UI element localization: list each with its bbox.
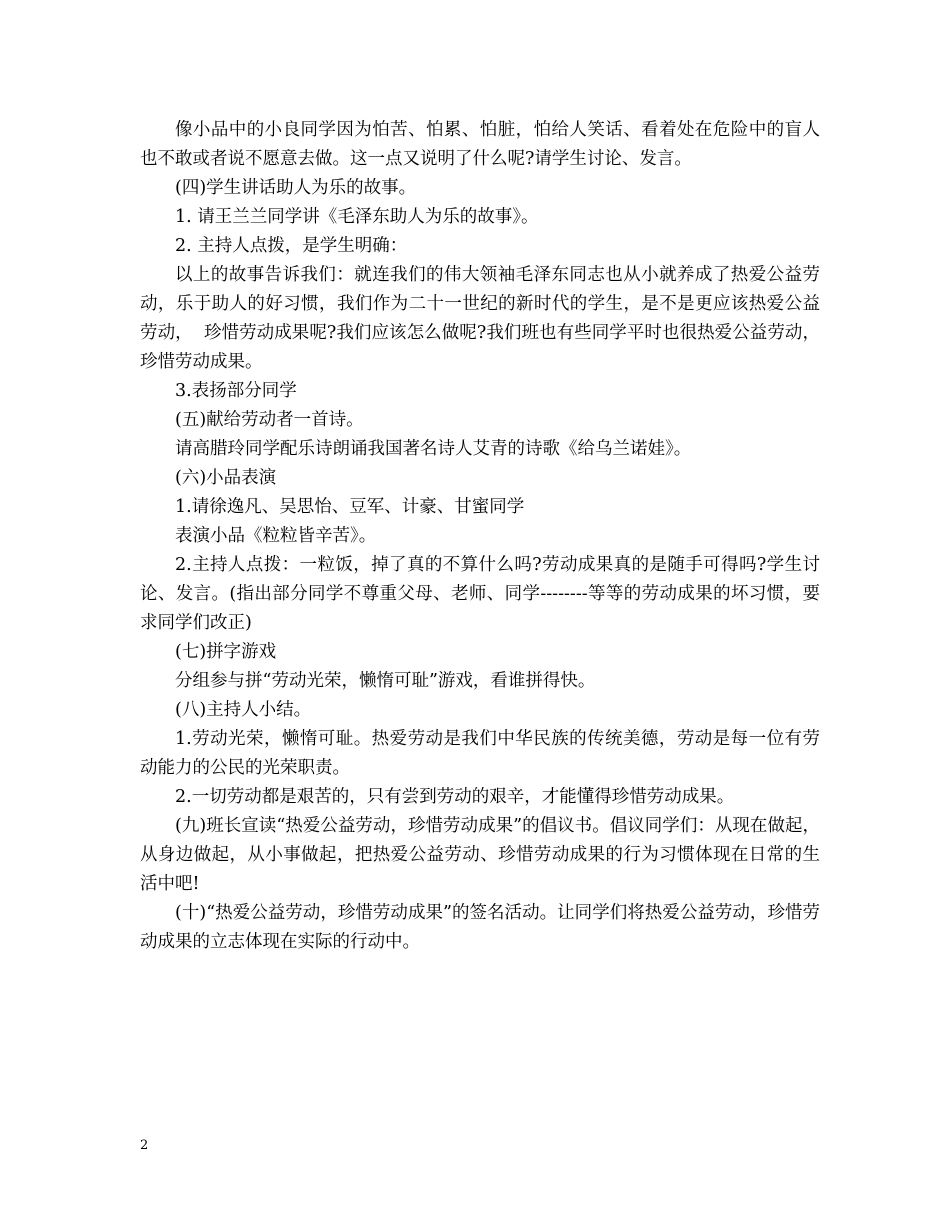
section-heading: (七)拼字游戏 bbox=[175, 642, 277, 662]
list-item: 2. 主持人点拨，是学生明确： bbox=[175, 236, 408, 256]
paragraph: 分组参与拼“劳动光荣，懒惰可耻”游戏，看谁拼得快。 bbox=[175, 671, 596, 691]
body-text bbox=[140, 116, 820, 957]
list-item: 1.请徐逸凡、吴思怡、豆军、计豪、甘蜜同学 bbox=[175, 497, 525, 517]
section-heading: (八)主持人小结。 bbox=[175, 700, 312, 720]
list-item: 1.劳动光荣，懒惰可耻。热爱劳动是我们中华民族的传统美德，劳动是每一位有劳动能力的公民的光荣职责。 bbox=[140, 729, 820, 778]
paragraph: 表演小品《粒粒皆辛苦》。 bbox=[175, 526, 377, 546]
list-item: 2.一切劳动都是艰苦的，只有尝到劳动的艰辛，才能懂得珍惜劳动成果。 bbox=[175, 787, 735, 807]
paragraph: 以上的故事告诉我们：就连我们的伟大领袖毛泽东同志也从小就养成了热爱公益劳动，乐于助人的好习惯，我们作为二十一世纪的新时代的学生，是不是更应该热爱公益劳动， 珍惜劳动成果呢?我们应该怎么做呢?我们班也有些同学平时也很热爱公益劳动，珍惜劳动成果。 bbox=[140, 265, 820, 372]
paragraph: 像小品中的小良同学因为怕苦、怕累、怕脏，怕给人笑话、看着处在危险中的盲人也不敢或者说不愿意去做。这一点又说明了什么呢?请学生讨论、发言。 bbox=[140, 120, 820, 169]
list-item: 3.表扬部分同学 bbox=[175, 381, 297, 401]
page-number: 2 bbox=[140, 1138, 149, 1153]
section-heading: (六)小品表演 bbox=[175, 468, 277, 488]
list-item: 2.主持人点拨：一粒饭，掉了真的不算什么吗?劳动成果真的是随手可得吗?学生讨论、发言。(指出部分同学不尊重父母、老师、同学--------等等的劳动成果的坏习惯，要求同学们改正) bbox=[140, 555, 820, 633]
paragraph: 请高腊玲同学配乐诗朗诵我国著名诗人艾青的诗歌《给乌兰诺娃》。 bbox=[175, 439, 692, 459]
list-item: 1. 请王兰兰同学讲《毛泽东助人为乐的故事》。 bbox=[175, 207, 539, 227]
section-heading: (九)班长宣读“热爱公益劳动，珍惜劳动成果”的倡议书。倡议同学们：从现在做起，从身边做起，从小事做起，把热爱公益劳动、珍惜劳动成果的行为习惯体现在日常的生活中吧! bbox=[140, 816, 820, 894]
section-heading: (五)献给劳动者一首诗。 bbox=[175, 410, 364, 430]
section-heading: (四)学生讲话助人为乐的故事。 bbox=[175, 178, 417, 198]
section-heading: (十)“热爱公益劳动，珍惜劳动成果”的签名活动。让同学们将热爱公益劳动，珍惜劳动成果的立志体现在实际的行动中。 bbox=[140, 903, 820, 952]
